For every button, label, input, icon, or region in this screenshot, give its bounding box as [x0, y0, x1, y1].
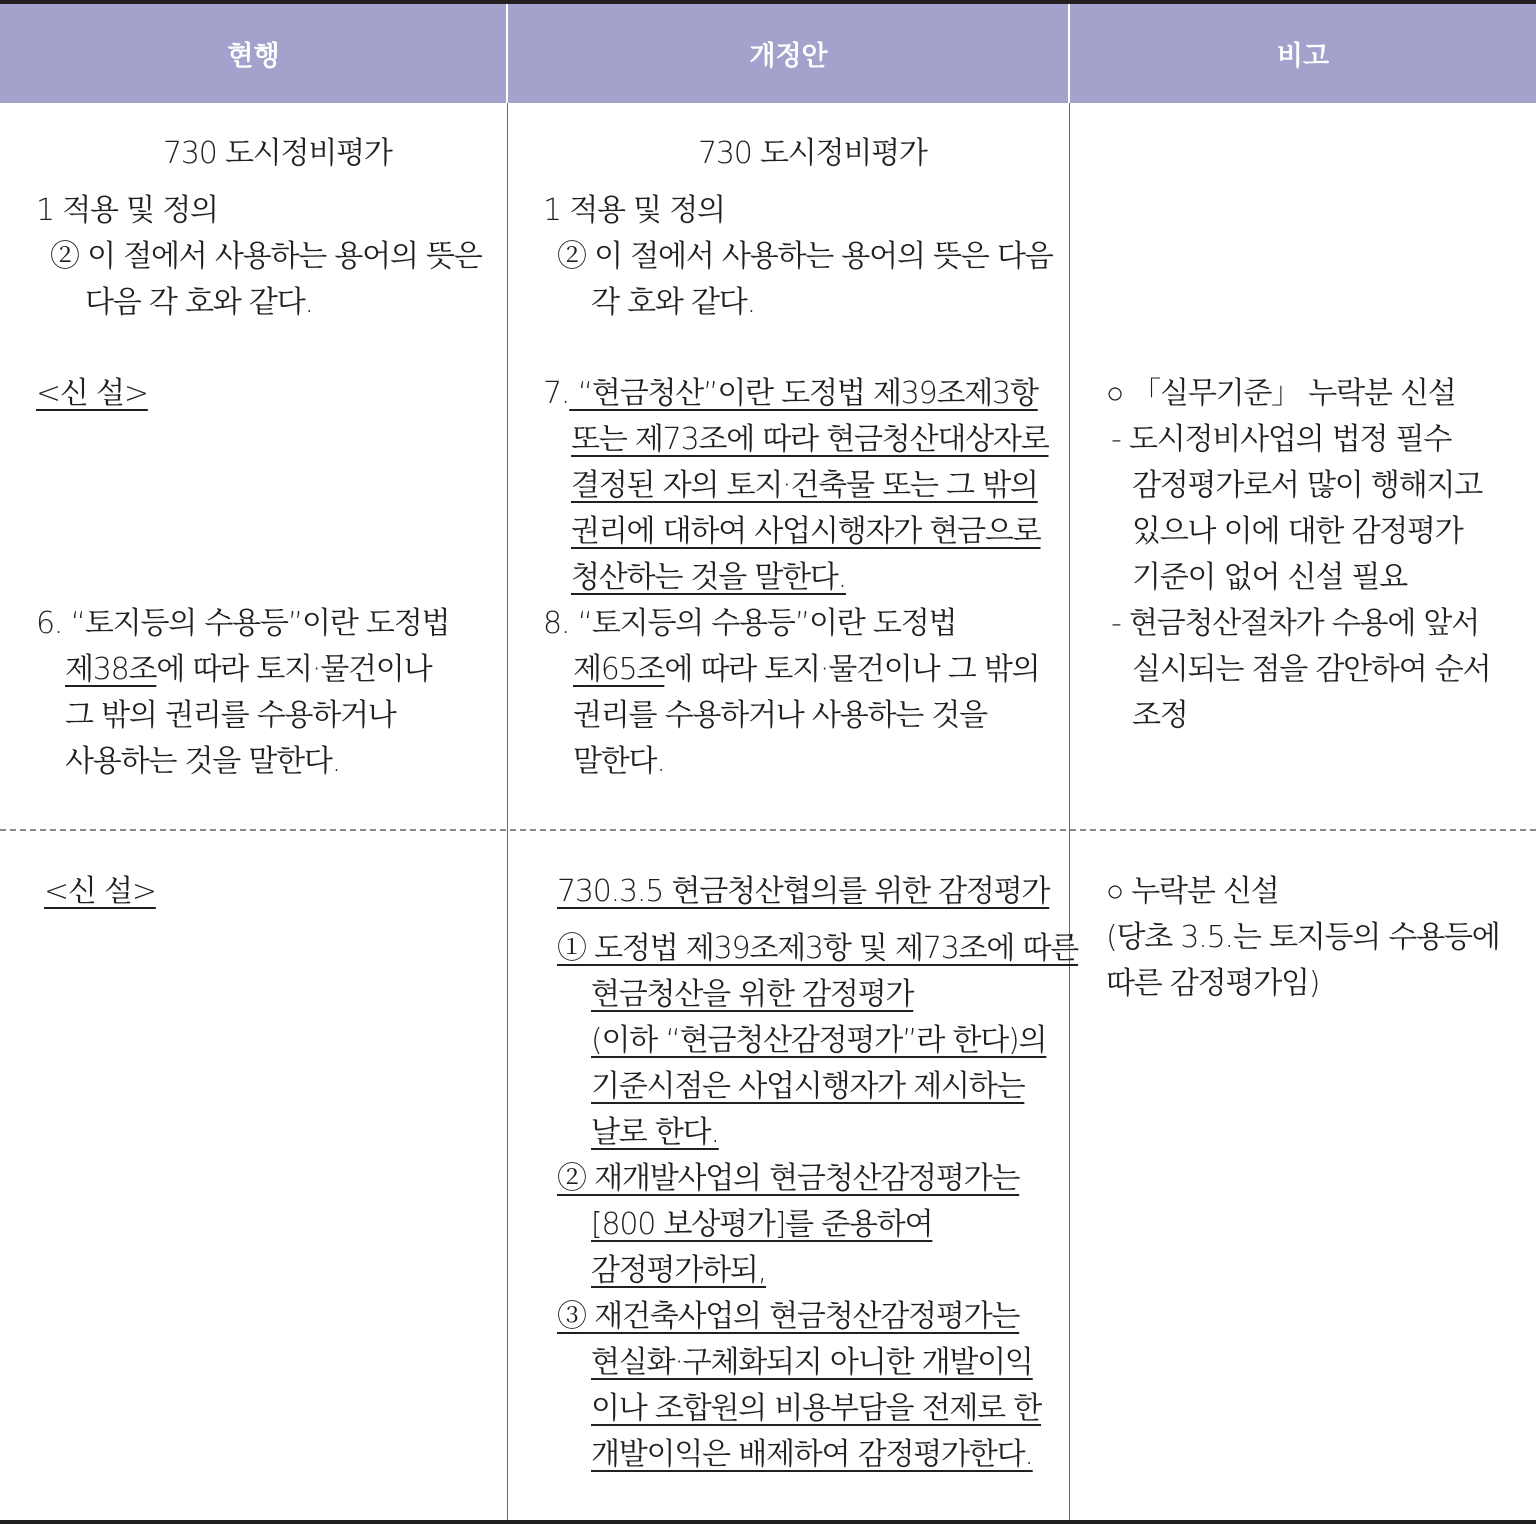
proposed-paragraph-1: 기준시점은 사업시행자가 제시하는 — [591, 1069, 1025, 1104]
proposed-item-8: 권리를 수용하거나 사용하는 것을 — [573, 698, 987, 733]
proposed-item-7 — [543, 371, 1038, 417]
current-item-6: 그 밖의 권리를 수용하거나 — [65, 698, 396, 733]
article-ref: 제38조 — [65, 652, 157, 687]
proposed-clause: ② 이 절에서 사용하는 용어의 뜻은 다음 — [557, 239, 1053, 274]
remark-bullet: 감정평가로서 많이 행해지고 — [1132, 468, 1483, 503]
column-divider — [507, 4, 508, 1520]
header-divider — [506, 4, 508, 103]
remark-heading: ○ 누락분 신설 — [1106, 874, 1279, 909]
remark-bullet: 기준이 없어 신설 필요 — [1132, 560, 1408, 595]
current-clause: ② 이 절에서 사용하는 용어의 뜻은 — [50, 239, 482, 274]
remark-note: 따른 감정평가임) — [1106, 966, 1320, 1001]
proposed-item-8: 8. “토지등의 수용등”이란 도정법 — [543, 606, 957, 641]
proposed-paragraph-1: 현금청산을 위한 감정평가 — [591, 977, 914, 1012]
proposed-subsection-title: 730.3.5 현금청산협의를 위한 감정평가 — [557, 874, 1050, 909]
bottom-rule — [0, 1520, 1536, 1524]
proposed-title: 730 도시정비평가 — [698, 136, 927, 171]
current-item-6: 사용하는 것을 말한다. — [65, 744, 341, 779]
remark-bullet: - 도시정비사업의 법정 필수 — [1111, 422, 1452, 457]
proposed-paragraph-3: 현실화·구체화되지 아니한 개발이익 — [591, 1345, 1033, 1380]
proposed-paragraph-2: ② 재개발사업의 현금청산감정평가는 — [557, 1161, 1020, 1196]
header-divider — [1068, 4, 1070, 103]
proposed-item-7: 청산하는 것을 말한다. — [571, 560, 847, 595]
item-text: 에 따라 토지·물건이나 — [156, 652, 432, 687]
proposed-item-7: 또는 제73조에 따라 현금청산대상자로 — [571, 422, 1049, 457]
proposed-paragraph-1: 날로 한다. — [591, 1115, 719, 1150]
proposed-item-8: 말한다. — [573, 744, 665, 779]
proposed-paragraph-1: ① 도정법 제39조제3항 및 제73조에 따른 — [557, 931, 1079, 966]
new-section-marker: <신 설> — [44, 874, 156, 909]
header-remarks: 비고 — [1276, 41, 1330, 72]
current-title: 730 도시정비평가 — [163, 136, 392, 171]
table-header — [0, 4, 1536, 103]
proposed-paragraph-1: (이하 “현금청산감정평가”라 한다)의 — [591, 1023, 1047, 1058]
proposed-paragraph-3: ③ 재건축사업의 현금청산감정평가는 — [557, 1299, 1020, 1334]
proposed-item-8 — [573, 647, 1039, 693]
proposed-section: 1 적용 및 정의 — [543, 193, 725, 228]
proposed-item-7: 결정된 자의 토지·건축물 또는 그 밖의 — [571, 468, 1038, 503]
proposed-paragraph-3: 이나 조합원의 비용부담을 전제로 한 — [591, 1391, 1042, 1426]
current-section: 1 적용 및 정의 — [36, 193, 218, 228]
item-text: 에 따라 토지·물건이나 그 밖의 — [664, 652, 1040, 687]
item-number: 7. — [543, 376, 570, 411]
column-divider — [1069, 4, 1070, 1520]
proposed-paragraph-2: 감정평가하되, — [591, 1253, 767, 1288]
remark-note: (당초 3.5.는 토지등의 수용등에 — [1106, 920, 1500, 955]
current-item-6 — [65, 647, 431, 693]
row-separator — [0, 829, 1536, 831]
header-proposed: 개정안 — [749, 41, 828, 72]
proposed-paragraph-2: [800 보상평가]를 준용하여 — [591, 1207, 933, 1242]
remark-bullet: - 현금청산절차가 수용에 앞서 — [1111, 606, 1479, 641]
new-section-marker: <신 설> — [36, 376, 148, 411]
remark-heading: ○ 「실무기준」 누락분 신설 — [1106, 376, 1456, 411]
proposed-clause: 각 호와 같다. — [591, 285, 755, 320]
remark-bullet: 실시되는 점을 감안하여 순서 — [1132, 652, 1491, 687]
current-item-6: 6. “토지등의 수용등”이란 도정법 — [36, 606, 450, 641]
item-text: “현금청산”이란 도정법 제39조제3항 — [569, 376, 1038, 411]
current-clause: 다음 각 호와 같다. — [85, 285, 313, 320]
header-current: 현행 — [227, 41, 280, 72]
remark-bullet: 있으나 이에 대한 감정평가 — [1132, 514, 1463, 549]
proposed-item-7: 권리에 대하여 사업시행자가 현금으로 — [571, 514, 1041, 549]
remark-bullet: 조정 — [1132, 698, 1188, 733]
proposed-paragraph-3: 개발이익은 배제하여 감정평가한다. — [591, 1437, 1033, 1472]
article-ref: 제65조 — [573, 652, 665, 687]
